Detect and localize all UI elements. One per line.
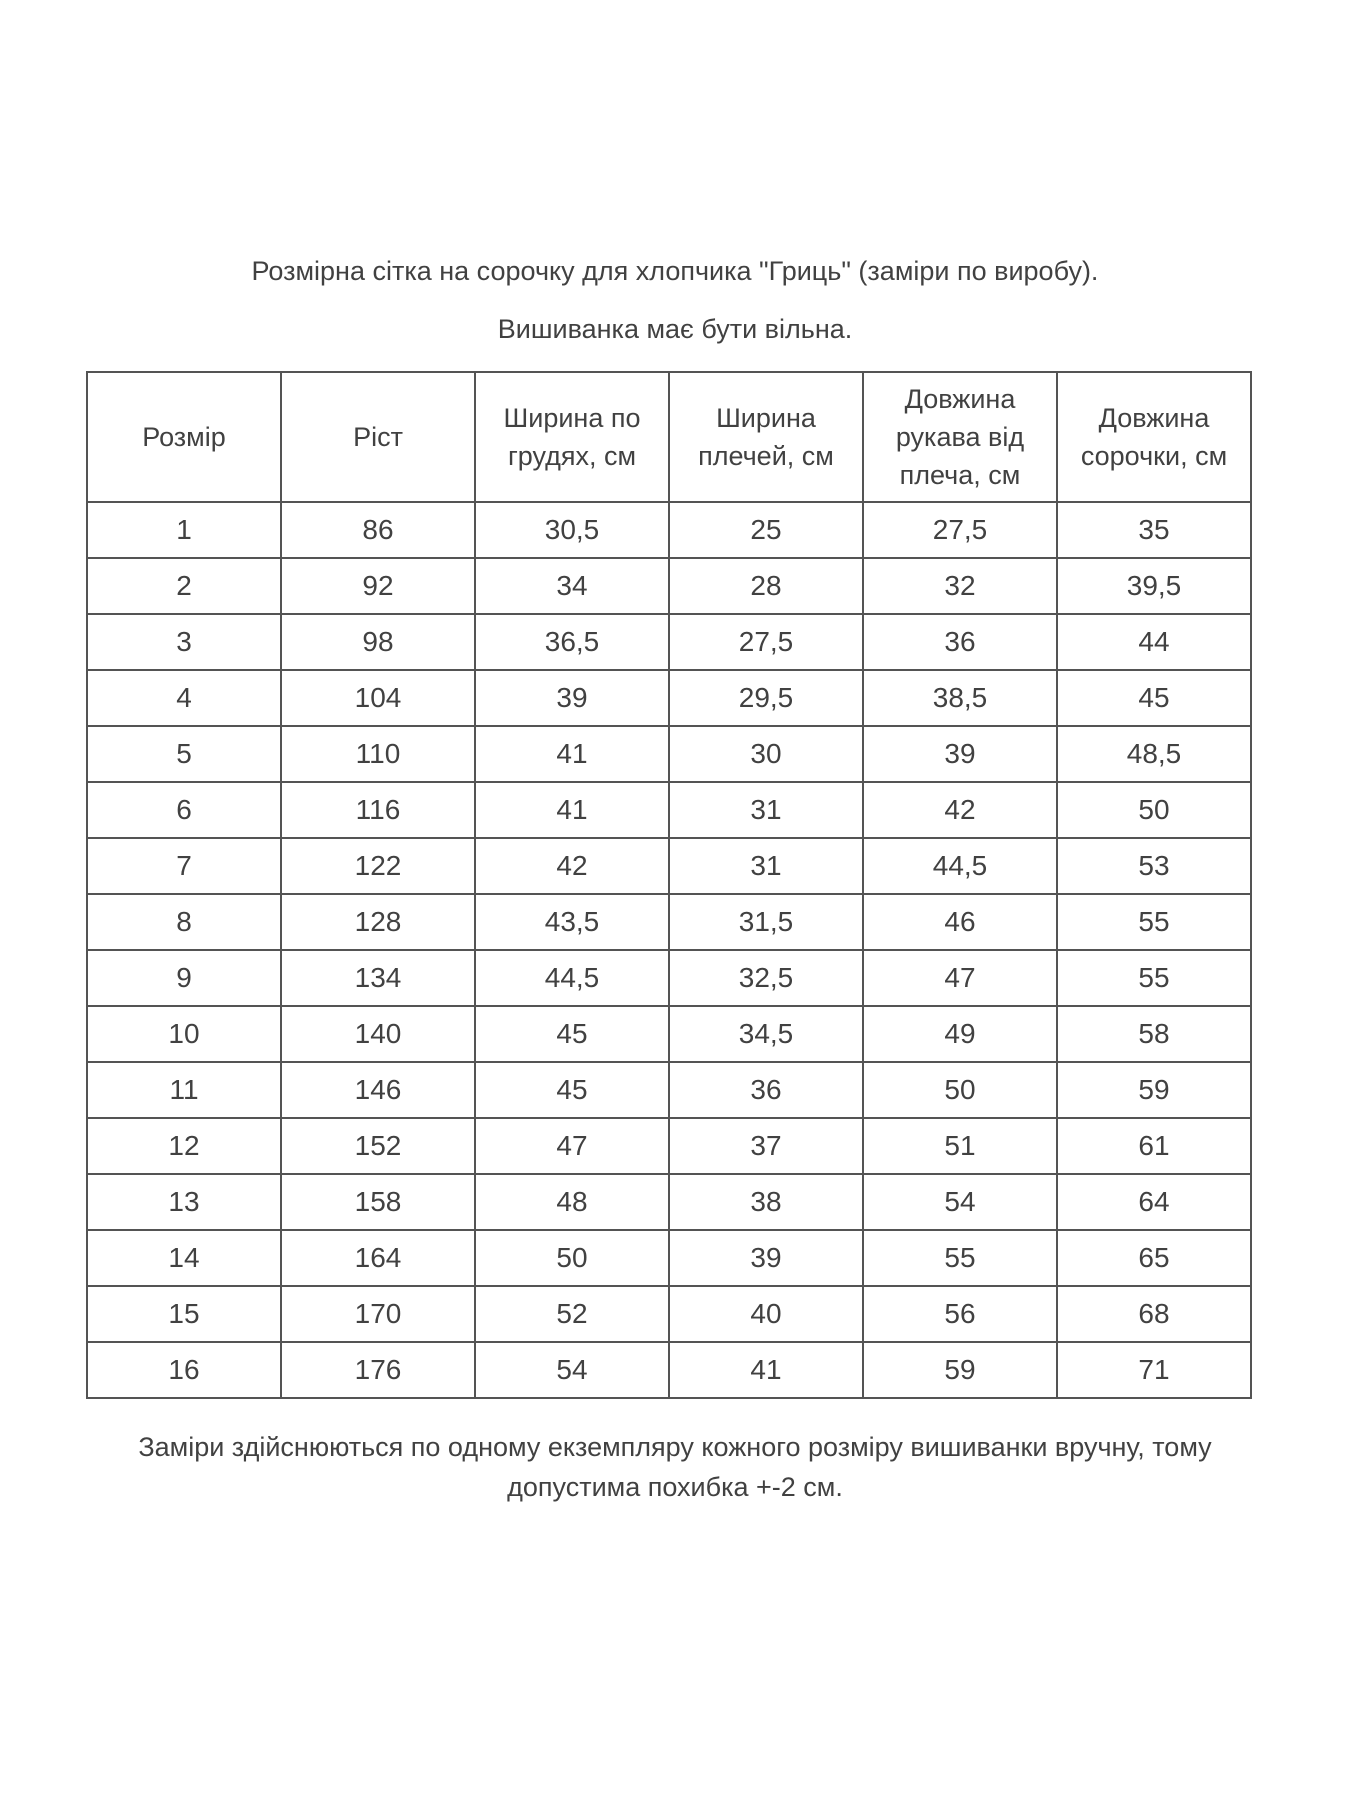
table-cell: 39 [475, 670, 669, 726]
table-row [87, 782, 1251, 838]
table-cell: 44 [1057, 614, 1251, 670]
table-cell: 41 [475, 782, 669, 838]
table-cell: 140 [281, 1006, 475, 1062]
page-title: Розмірна сітка на сорочку для хлопчика "Гриць" (заміри по виробу). [251, 256, 1099, 286]
table-cell: 31,5 [669, 894, 863, 950]
table-cell: 110 [281, 726, 475, 782]
table-cell: 36,5 [475, 614, 669, 670]
table-cell: 59 [863, 1342, 1057, 1398]
table-cell: 30 [669, 726, 863, 782]
column-header: Довжина сорочки, см [1057, 372, 1251, 502]
table-cell: 55 [863, 1230, 1057, 1286]
table-row [87, 1006, 1251, 1062]
table-cell: 16 [87, 1342, 281, 1398]
table-row [87, 1062, 1251, 1118]
table-cell: 8 [87, 894, 281, 950]
size-table [86, 371, 1252, 1399]
table-cell: 25 [669, 502, 863, 558]
table-cell: 170 [281, 1286, 475, 1342]
table-cell: 27,5 [669, 614, 863, 670]
table-cell: 39 [863, 726, 1057, 782]
table-cell: 35 [1057, 502, 1251, 558]
table-cell: 47 [475, 1118, 669, 1174]
table-cell: 59 [1057, 1062, 1251, 1118]
table-row [87, 1174, 1251, 1230]
table-cell: 122 [281, 838, 475, 894]
table-cell: 5 [87, 726, 281, 782]
table-cell: 32,5 [669, 950, 863, 1006]
table-cell: 43,5 [475, 894, 669, 950]
table-cell: 98 [281, 614, 475, 670]
table-cell: 44,5 [863, 838, 1057, 894]
table-row [87, 1118, 1251, 1174]
table-cell: 55 [1057, 950, 1251, 1006]
table-cell: 44,5 [475, 950, 669, 1006]
table-cell: 68 [1057, 1286, 1251, 1342]
table-row [87, 670, 1251, 726]
table-cell: 48,5 [1057, 726, 1251, 782]
column-header: Розмір [87, 372, 281, 502]
footer-note-line: допустима похибка +-2 см. [507, 1472, 843, 1502]
table-cell: 71 [1057, 1342, 1251, 1398]
table-cell: 7 [87, 838, 281, 894]
table-cell: 1 [87, 502, 281, 558]
column-header: Ріст [281, 372, 475, 502]
column-header: Ширина плечей, см [669, 372, 863, 502]
table-header-row [87, 372, 1251, 502]
table-cell: 158 [281, 1174, 475, 1230]
table-cell: 58 [1057, 1006, 1251, 1062]
table-cell: 47 [863, 950, 1057, 1006]
table-cell: 49 [863, 1006, 1057, 1062]
table-cell: 50 [475, 1230, 669, 1286]
table-cell: 12 [87, 1118, 281, 1174]
table-cell: 152 [281, 1118, 475, 1174]
table-cell: 45 [475, 1006, 669, 1062]
table-cell: 6 [87, 782, 281, 838]
table-cell: 51 [863, 1118, 1057, 1174]
table-cell: 164 [281, 1230, 475, 1286]
column-header: Ширина по грудях, см [475, 372, 669, 502]
table-cell: 36 [669, 1062, 863, 1118]
table-cell: 42 [475, 838, 669, 894]
table-cell: 45 [475, 1062, 669, 1118]
table-row [87, 1230, 1251, 1286]
table-row [87, 894, 1251, 950]
table-cell: 4 [87, 670, 281, 726]
column-header: Довжина рукава від плеча, см [863, 372, 1057, 502]
table-cell: 56 [863, 1286, 1057, 1342]
table-cell: 61 [1057, 1118, 1251, 1174]
table-cell: 29,5 [669, 670, 863, 726]
table-row [87, 838, 1251, 894]
table-cell: 41 [669, 1342, 863, 1398]
table-cell: 53 [1057, 838, 1251, 894]
table-row [87, 558, 1251, 614]
table-cell: 14 [87, 1230, 281, 1286]
table-cell: 50 [863, 1062, 1057, 1118]
page-subtitle: Вишиванка має бути вільна. [497, 314, 853, 344]
footer-note [90, 1427, 1260, 1507]
table-cell: 46 [863, 894, 1057, 950]
table-cell: 15 [87, 1286, 281, 1342]
table-cell: 116 [281, 782, 475, 838]
table-cell: 42 [863, 782, 1057, 838]
table-cell: 28 [669, 558, 863, 614]
table-cell: 3 [87, 614, 281, 670]
table-cell: 38,5 [863, 670, 1057, 726]
table-cell: 45 [1057, 670, 1251, 726]
table-cell: 27,5 [863, 502, 1057, 558]
table-cell: 55 [1057, 894, 1251, 950]
table-cell: 9 [87, 950, 281, 1006]
table-cell: 104 [281, 670, 475, 726]
table-cell: 2 [87, 558, 281, 614]
table-cell: 86 [281, 502, 475, 558]
table-cell: 54 [863, 1174, 1057, 1230]
table-cell: 30,5 [475, 502, 669, 558]
table-cell: 34,5 [669, 1006, 863, 1062]
table-cell: 128 [281, 894, 475, 950]
table-cell: 65 [1057, 1230, 1251, 1286]
table-cell: 176 [281, 1342, 475, 1398]
table-row [87, 726, 1251, 782]
footer-note-line: Заміри здійснюються по одному екземпляру кожного розміру вишиванки вручну, тому [138, 1432, 1212, 1462]
table-cell: 34 [475, 558, 669, 614]
table-cell: 48 [475, 1174, 669, 1230]
size-table-body [87, 502, 1251, 1398]
table-cell: 38 [669, 1174, 863, 1230]
table-cell: 64 [1057, 1174, 1251, 1230]
size-table-head [87, 372, 1251, 502]
table-cell: 39 [669, 1230, 863, 1286]
table-row [87, 1286, 1251, 1342]
table-row [87, 1342, 1251, 1398]
table-cell: 146 [281, 1062, 475, 1118]
table-cell: 11 [87, 1062, 281, 1118]
table-cell: 31 [669, 782, 863, 838]
table-cell: 54 [475, 1342, 669, 1398]
table-cell: 41 [475, 726, 669, 782]
table-cell: 134 [281, 950, 475, 1006]
table-cell: 40 [669, 1286, 863, 1342]
table-cell: 50 [1057, 782, 1251, 838]
table-cell: 37 [669, 1118, 863, 1174]
table-cell: 92 [281, 558, 475, 614]
table-cell: 52 [475, 1286, 669, 1342]
table-cell: 31 [669, 838, 863, 894]
table-cell: 39,5 [1057, 558, 1251, 614]
table-row [87, 502, 1251, 558]
table-cell: 13 [87, 1174, 281, 1230]
table-cell: 36 [863, 614, 1057, 670]
table-cell: 10 [87, 1006, 281, 1062]
table-row [87, 614, 1251, 670]
table-row [87, 950, 1251, 1006]
table-cell: 32 [863, 558, 1057, 614]
